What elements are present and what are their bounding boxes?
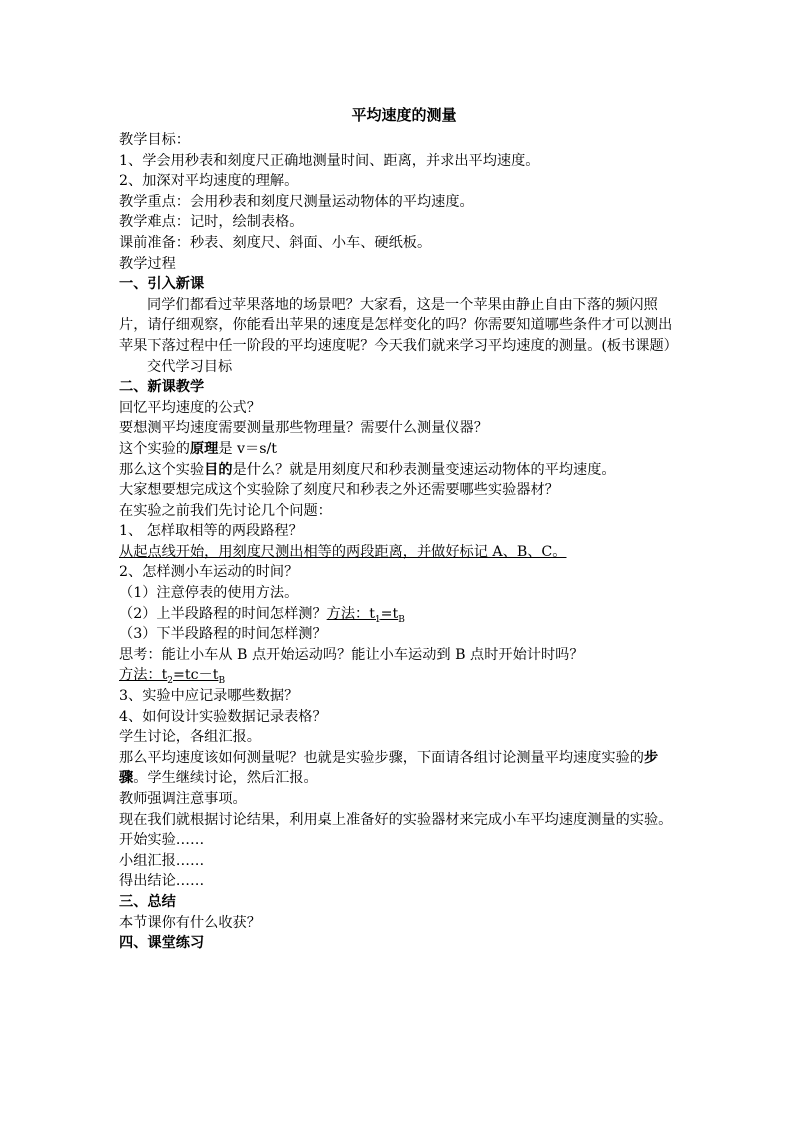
principle-line	[119, 439, 679, 460]
discussion-item-2-1: （1）注意停表的使用方法。	[119, 585, 299, 602]
process-heading: 教学过程	[119, 255, 176, 272]
section-3-heading: 三、总结	[119, 893, 176, 910]
steps-paragraph	[119, 748, 679, 789]
item-2-2-sub-1: 1	[374, 614, 381, 625]
harvest-question: 本节课你有什么收获？	[119, 914, 261, 931]
purpose-pre: 那么这个实验	[119, 461, 205, 478]
discussion-item-1: 1、 怎样取相等的两段路程？	[119, 523, 303, 540]
goal-item-1: 1、学会用秒表和刻度尺正确地测量时间、距离，并求出平均速度。	[119, 152, 540, 169]
method-2-sub: 2	[167, 676, 173, 687]
principle-formula: v＝s/t	[237, 440, 278, 457]
steps-pre: 那么平均速度该如何测量呢？也就是实验步骤，下面请各组讨论测量平均速度实验的	[119, 749, 644, 766]
steps-post: 。学生继续讨论，然后汇报。	[133, 770, 318, 787]
item-2-2-sub-2: B	[398, 614, 405, 625]
difficulty: 教学难点：记时，绘制表格。	[119, 214, 304, 231]
document-page	[119, 104, 679, 954]
item-2-2-method-text: 方法：t	[326, 605, 375, 622]
method-2-text: 方法：t	[119, 667, 168, 684]
equipment-question: 大家想要想完成这个实验除了刻度尺和秒表之外还需要哪些实验器材？	[119, 482, 559, 499]
method-2-line	[119, 665, 679, 686]
question-measure: 要想测平均速度需要测量那些物理量？需要什么测量仪器？	[119, 420, 488, 437]
discussion-item-2: 2、怎样测小车运动的时间？	[119, 564, 299, 581]
teacher-note: 教师强调注意事项。	[119, 791, 247, 807]
principle-mid: 是	[218, 440, 238, 457]
purpose-bold: 目的	[204, 461, 233, 478]
group-report: 小组汇报……	[119, 852, 205, 869]
purpose-line	[119, 460, 679, 481]
section-1-goal: 交代学习目标	[147, 358, 233, 375]
page-title: 平均速度的测量	[351, 106, 457, 124]
principle-bold: 原理	[189, 440, 219, 457]
section-4-heading: 四、课堂练习	[119, 935, 205, 952]
draw-conclusion: 得出结论……	[119, 873, 205, 890]
do-experiment: 现在我们就根据讨论结果，利用桌上准备好的实验器材来完成小车平均速度测量的实验。	[119, 811, 673, 828]
discussion-item-4: 4、如何设计实验数据记录表格？	[119, 708, 327, 725]
preparation: 课前准备：秒表、刻度尺、斜面、小车、硬纸板。	[119, 234, 432, 251]
student-discussion: 学生讨论，各组汇报。	[119, 729, 261, 746]
method-2-sub-2: B	[218, 676, 226, 687]
discussion-item-2-2	[119, 604, 679, 625]
section-2-heading: 二、新课教学	[119, 379, 205, 396]
principle-pre: 这个实验的	[119, 440, 190, 457]
purpose-post: 是什么？就是用刻度尺和秒表测量变速运动物体的平均速度。	[232, 461, 616, 478]
item-2-2-method	[326, 605, 405, 625]
method-2-eq: =tc－t	[173, 667, 219, 684]
discussion-item-2-3: （3）下半段路程的时间怎样测？	[119, 626, 327, 643]
discussion-item-3: 3、实验中应记录哪些数据？	[119, 688, 299, 705]
key-point: 教学重点：会用秒表和刻度尺测量运动物体的平均速度。	[119, 193, 474, 210]
discussion-item-1-answer: 从起点线开始，用刻度尺测出相等的两段距离，并做好标记 A、B、C。	[119, 543, 567, 560]
item-2-2-eq: =t	[380, 605, 399, 622]
method-2	[119, 667, 226, 687]
question-formula: 回忆平均速度的公式？	[119, 399, 261, 416]
steps-bold: 步骤	[119, 749, 659, 787]
section-1-heading: 一、引入新课	[119, 276, 205, 293]
goals-heading: 教学目标：	[119, 132, 190, 148]
think-question: 思考：能让小车从 B 点开始运动吗？能让小车运动到 B 点时开始计时吗？	[119, 646, 584, 663]
discussion-intro: 在实验之前我们先讨论几个问题：	[119, 502, 332, 519]
start-experiment: 开始实验……	[119, 832, 205, 849]
goal-item-2: 2、加深对平均速度的理解。	[119, 173, 299, 190]
item-2-2-question: （2）上半段路程的时间怎样测？	[119, 605, 327, 622]
section-1-paragraph: 同学们都看过苹果落地的场景吧？大家看，这是一个苹果由静止自由下落的频闪照片，请仔细观察，你能看出苹果的速度是怎样变化的吗？你需要知道哪些条件才可以测出苹果下落过程中任一阶段的平均速度呢？今天我们就来学习平均速度的测量。(板书课题）	[119, 296, 678, 354]
